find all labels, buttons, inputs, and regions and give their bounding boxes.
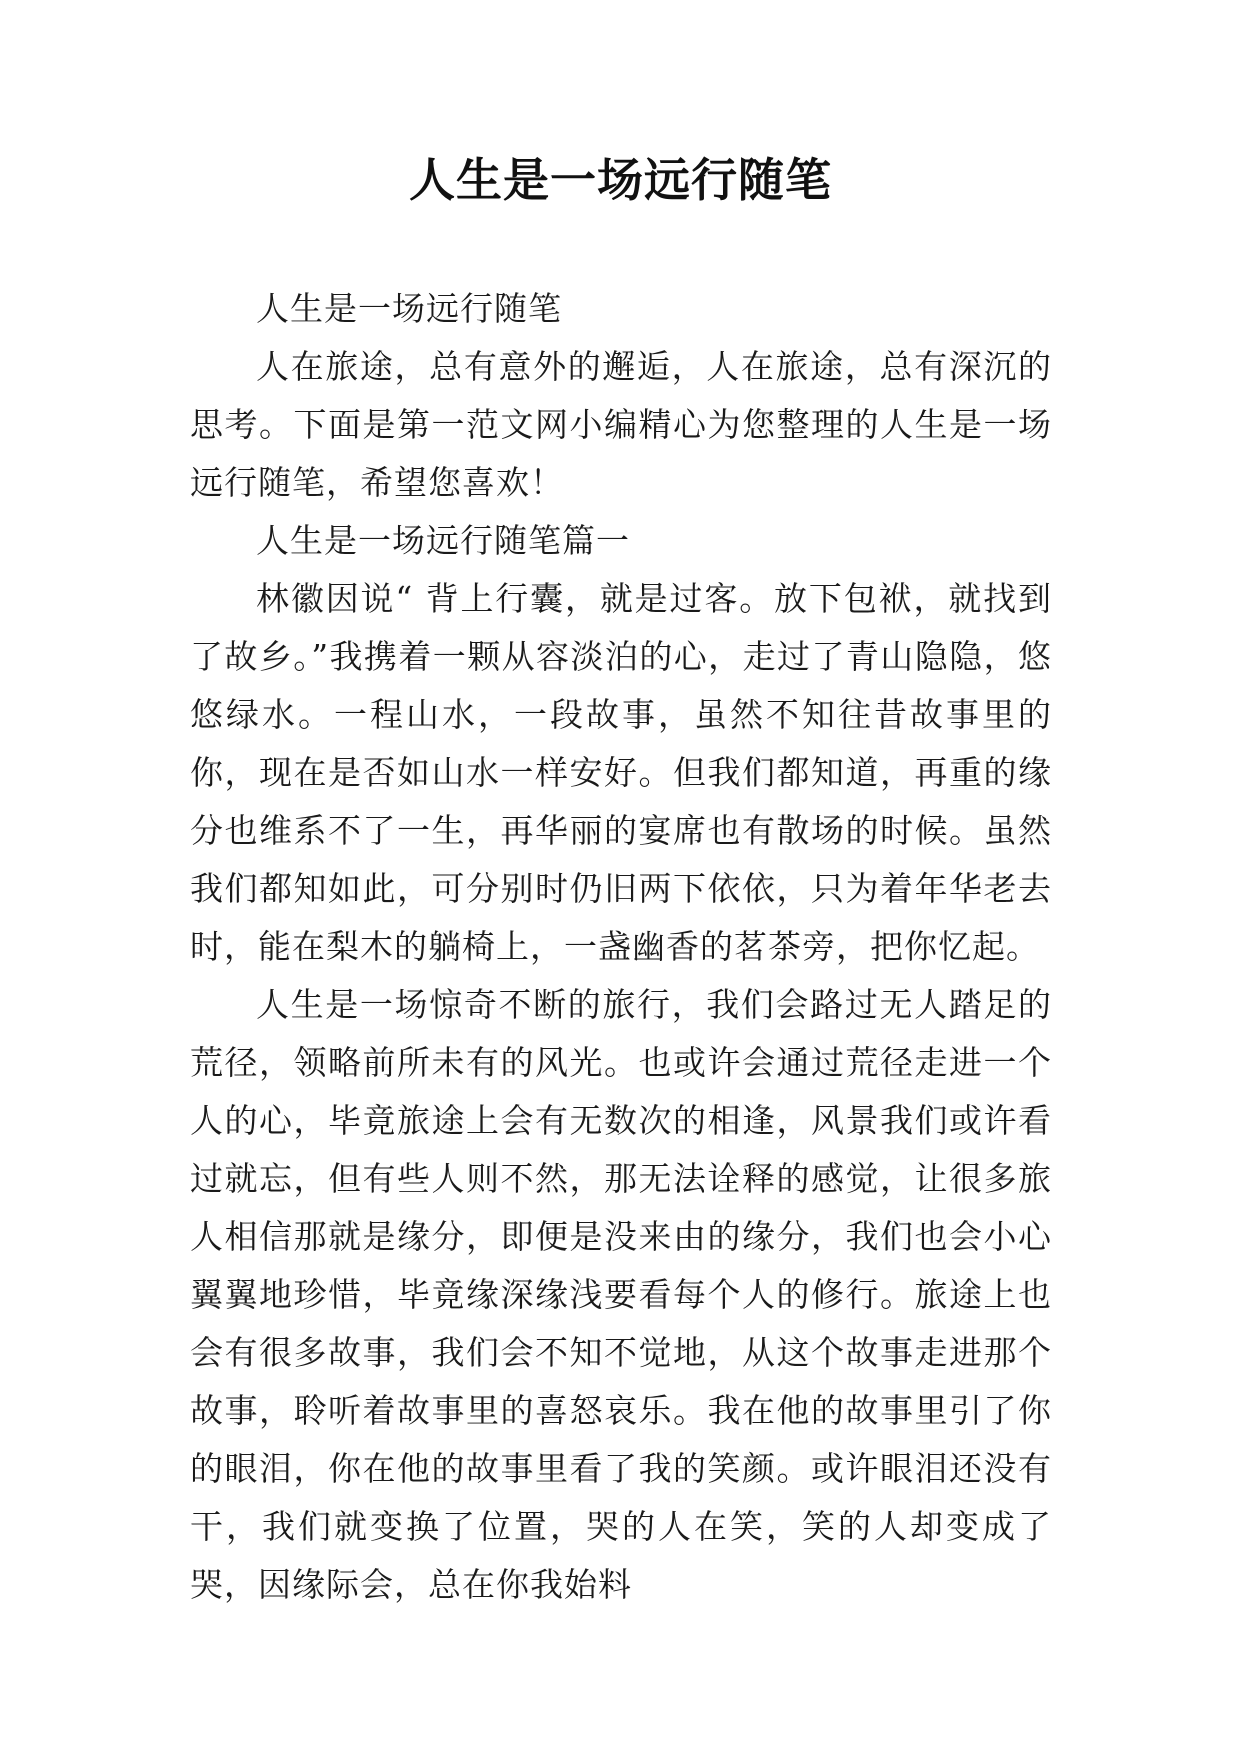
document-body xyxy=(190,280,1052,1614)
paragraph: 人生是一场远行随笔 xyxy=(256,289,562,328)
paragraph: 人生是一场惊奇不断的旅行，我们会路过无人踏足的荒径，领略前所未有的风光。也或许会通过荒径走进一个人的心，毕竟旅途上会有无数次的相逢，风景我们或许看过就忘，但有些人则不然，那无法诠释的感觉，让很多旅人相信那就是缘分，即便是没来由的缘分，我们也会小心翼翼地珍惜，毕竟缘深缘浅要看每个人的修行。旅途上也会有很多故事，我们会不知不觉地，从这个故事走进那个故事，聆听着故事里的喜怒哀乐。我在他的故事里引了你的眼泪，你在他的故事里看了我的笑颜。或许眼泪还没有干，我们就变换了位置，哭的人在笑，笑的人却变成了哭，因缘际会，总在你我始料 xyxy=(190,985,1052,1604)
paragraph: 人生是一场远行随笔篇一 xyxy=(256,521,630,560)
paragraph: 人在旅途，总有意外的邂逅，人在旅途，总有深沉的思考。下面是第一范文网小编精心为您整理的人生是一场远行随笔，希望您喜欢！ xyxy=(190,347,1052,502)
paragraph: 林徽因说“ 背上行囊，就是过客。放下包袱，就找到了故乡。”我携着一颗从容淡泊的心，走过了青山隐隐，悠悠绿水。一程山水，一段故事，虽然不知往昔故事里的你，现在是否如山水一样安好。但我们都知道，再重的缘分也维系不了一生，再华丽的宴席也有散场的时候。虽然我们都知如此，可分别时仍旧两下依依，只为着年华老去时，能在梨木的躺椅上，一盏幽香的茗茶旁，把你忆起。 xyxy=(190,579,1052,966)
document-title: 人生是一场远行随笔 xyxy=(409,153,832,207)
